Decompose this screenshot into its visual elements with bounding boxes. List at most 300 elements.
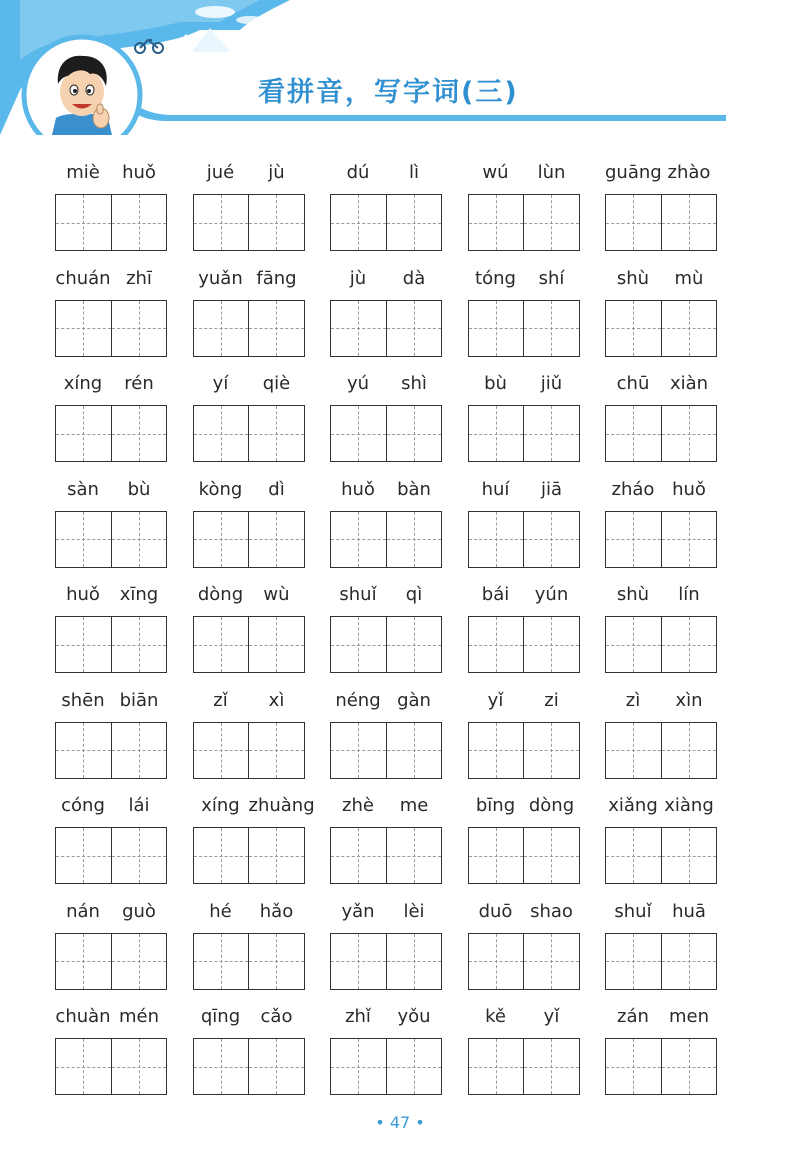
tian-grid-cell[interactable] xyxy=(111,934,167,989)
tian-grid-cell[interactable] xyxy=(469,828,524,883)
pinyin-syllable: lùn xyxy=(537,162,566,183)
tian-grid-cell[interactable] xyxy=(194,512,249,567)
writing-box[interactable] xyxy=(468,300,580,357)
tian-grid-cell[interactable] xyxy=(606,617,661,672)
pinyin-label xyxy=(55,162,167,183)
pinyin-label xyxy=(55,1006,167,1027)
pinyin-syllable: chuàn xyxy=(55,1006,111,1027)
pinyin-label xyxy=(55,690,167,711)
writing-box[interactable] xyxy=(330,300,442,357)
writing-box[interactable] xyxy=(468,405,580,462)
writing-box[interactable] xyxy=(605,300,717,357)
pinyin-syllable: xīng xyxy=(119,584,159,605)
pinyin-syllable: huǒ xyxy=(66,584,100,605)
word-item xyxy=(55,1002,167,1107)
writing-box[interactable] xyxy=(605,616,717,673)
tian-grid-cell[interactable] xyxy=(111,617,167,672)
pinyin-syllable: lái xyxy=(128,795,150,816)
pinyin-syllable: xíng xyxy=(201,795,240,816)
pinyin-syllable: shuǐ xyxy=(339,584,377,605)
writing-box[interactable] xyxy=(330,722,442,779)
writing-box[interactable] xyxy=(330,933,442,990)
writing-box[interactable] xyxy=(55,616,167,673)
pinyin-label xyxy=(468,584,580,605)
pinyin-syllable: qiè xyxy=(262,373,291,394)
word-item xyxy=(468,369,580,474)
word-item xyxy=(55,158,167,263)
pinyin-syllable: xìn xyxy=(675,689,703,711)
pinyin-syllable: miè xyxy=(66,162,100,183)
pinyin-syllable: bù xyxy=(127,478,151,500)
pinyin-syllable: rén xyxy=(124,373,154,394)
writing-box[interactable] xyxy=(330,616,442,673)
writing-box[interactable] xyxy=(55,194,167,251)
pinyin-syllable: nán xyxy=(66,900,100,922)
tian-grid-cell[interactable] xyxy=(469,723,524,778)
tian-grid-cell[interactable] xyxy=(56,512,111,567)
pinyin-syllable: shao xyxy=(530,900,573,922)
pinyin-label xyxy=(605,268,717,289)
pinyin-syllable: xì xyxy=(268,689,285,711)
word-item xyxy=(193,158,305,263)
tian-grid-cell[interactable] xyxy=(523,512,579,567)
pinyin-label xyxy=(193,268,305,289)
tian-grid-cell[interactable] xyxy=(606,301,661,356)
tian-grid-cell[interactable] xyxy=(331,195,386,250)
writing-box[interactable] xyxy=(55,511,167,568)
pinyin-syllable: tóng xyxy=(475,267,516,289)
tian-grid-cell[interactable] xyxy=(523,934,579,989)
word-item xyxy=(330,264,442,369)
pinyin-syllable: zán xyxy=(617,1006,649,1027)
tian-grid-cell[interactable] xyxy=(331,828,386,883)
pinyin-syllable: mù xyxy=(674,267,704,289)
writing-box[interactable] xyxy=(605,511,717,568)
tian-grid-cell[interactable] xyxy=(661,301,717,356)
tian-grid-cell[interactable] xyxy=(56,406,111,461)
tian-grid-cell[interactable] xyxy=(661,617,717,672)
pinyin-syllable: huǒ xyxy=(672,478,706,500)
tian-grid-cell[interactable] xyxy=(661,828,717,883)
tian-grid-cell[interactable] xyxy=(111,723,167,778)
tian-grid-cell[interactable] xyxy=(56,828,111,883)
tian-grid-cell[interactable] xyxy=(386,934,442,989)
tian-grid-cell[interactable] xyxy=(56,617,111,672)
tian-grid-cell[interactable] xyxy=(248,195,304,250)
word-item xyxy=(468,686,580,791)
tian-grid-cell[interactable] xyxy=(606,406,661,461)
pinyin-label xyxy=(330,795,442,816)
pinyin-label xyxy=(193,584,305,605)
tian-grid-cell[interactable] xyxy=(386,512,442,567)
tian-grid-cell[interactable] xyxy=(386,301,442,356)
word-item xyxy=(55,791,167,896)
pinyin-syllable: wù xyxy=(263,584,290,605)
pinyin-label xyxy=(193,373,305,394)
tian-grid-cell[interactable] xyxy=(111,828,167,883)
word-item xyxy=(55,369,167,474)
tian-grid-cell[interactable] xyxy=(386,617,442,672)
tian-grid-cell[interactable] xyxy=(661,195,717,250)
writing-box[interactable] xyxy=(605,405,717,462)
writing-box[interactable] xyxy=(193,616,305,673)
writing-box[interactable] xyxy=(193,827,305,884)
pinyin-syllable: yǒu xyxy=(397,1006,431,1027)
pinyin-label xyxy=(330,373,442,394)
tian-grid-cell[interactable] xyxy=(194,406,249,461)
tian-grid-cell[interactable] xyxy=(331,1039,386,1094)
word-item xyxy=(330,897,442,1002)
writing-box[interactable] xyxy=(468,616,580,673)
writing-box[interactable] xyxy=(193,722,305,779)
pinyin-syllable: lì xyxy=(408,162,419,183)
tian-grid-cell[interactable] xyxy=(606,1039,661,1094)
pinyin-syllable: cóng xyxy=(61,795,105,816)
tian-grid-cell[interactable] xyxy=(331,406,386,461)
word-item xyxy=(605,791,717,896)
pinyin-label xyxy=(330,162,442,183)
pinyin-syllable: huǒ xyxy=(341,478,375,500)
pinyin-syllable: xiàn xyxy=(669,373,709,394)
tian-grid-cell[interactable] xyxy=(248,617,304,672)
word-item xyxy=(468,264,580,369)
pinyin-syllable: cǎo xyxy=(260,1006,293,1027)
tian-grid-cell[interactable] xyxy=(606,828,661,883)
pinyin-label xyxy=(468,479,580,500)
word-item xyxy=(468,580,580,685)
pinyin-label xyxy=(55,584,167,605)
word-item xyxy=(193,686,305,791)
tian-grid-cell[interactable] xyxy=(386,828,442,883)
pinyin-syllable: lèi xyxy=(403,900,425,922)
pinyin-label xyxy=(605,690,717,711)
pinyin-syllable: shù xyxy=(616,584,650,605)
tian-grid-cell[interactable] xyxy=(523,1039,579,1094)
pinyin-syllable: guāng xyxy=(605,162,662,183)
tian-grid-cell[interactable] xyxy=(248,512,304,567)
word-item xyxy=(55,264,167,369)
pinyin-syllable: dà xyxy=(402,267,426,289)
word-item xyxy=(193,475,305,580)
tian-grid-cell[interactable] xyxy=(606,195,661,250)
pinyin-label xyxy=(468,268,580,289)
tian-grid-cell[interactable] xyxy=(661,1039,717,1094)
pinyin-syllable: shù xyxy=(616,267,650,289)
pinyin-syllable: xíng xyxy=(63,373,103,394)
pinyin-syllable: zì xyxy=(625,689,641,711)
tian-grid-cell[interactable] xyxy=(469,301,524,356)
pinyin-syllable: qì xyxy=(405,584,423,605)
tian-grid-cell[interactable] xyxy=(469,195,524,250)
pinyin-syllable: yí xyxy=(212,373,229,394)
word-item xyxy=(605,1002,717,1107)
tian-grid-cell[interactable] xyxy=(523,195,579,250)
word-item xyxy=(330,580,442,685)
writing-box[interactable] xyxy=(193,405,305,462)
pinyin-label xyxy=(193,1006,305,1027)
pinyin-syllable: mén xyxy=(118,1006,160,1027)
writing-box[interactable] xyxy=(605,933,717,990)
tian-grid-cell[interactable] xyxy=(469,934,524,989)
tian-grid-cell[interactable] xyxy=(661,512,717,567)
writing-box[interactable] xyxy=(468,1038,580,1095)
tian-grid-cell[interactable] xyxy=(194,301,249,356)
pinyin-syllable: yǐ xyxy=(543,1006,560,1027)
writing-box[interactable] xyxy=(605,827,717,884)
writing-box[interactable] xyxy=(55,1038,167,1095)
word-item xyxy=(330,686,442,791)
page-title: 看拼音，写字词(三) xyxy=(258,77,519,108)
pinyin-syllable: zhè xyxy=(342,795,374,816)
writing-box[interactable] xyxy=(468,511,580,568)
pinyin-syllable: hǎo xyxy=(259,900,294,922)
pinyin-syllable: yuǎn xyxy=(198,267,243,289)
tian-grid-cell[interactable] xyxy=(56,723,111,778)
tian-grid-cell[interactable] xyxy=(606,723,661,778)
pinyin-syllable: zhī xyxy=(126,267,152,289)
tian-grid-cell[interactable] xyxy=(469,1039,524,1094)
tian-grid-cell[interactable] xyxy=(56,301,111,356)
word-item xyxy=(55,475,167,580)
pinyin-syllable: shēn xyxy=(61,689,105,711)
pinyin-syllable: dòng xyxy=(197,584,244,605)
pinyin-syllable: sàn xyxy=(67,478,99,500)
pinyin-label xyxy=(468,795,580,816)
writing-box[interactable] xyxy=(330,405,442,462)
writing-box[interactable] xyxy=(605,194,717,251)
tian-grid-cell[interactable] xyxy=(523,617,579,672)
pinyin-label xyxy=(193,901,305,922)
pinyin-syllable: xiǎng xyxy=(608,795,658,816)
tian-grid-cell[interactable] xyxy=(386,1039,442,1094)
pinyin-syllable: jiǔ xyxy=(540,373,563,394)
tian-grid-cell[interactable] xyxy=(194,617,249,672)
tian-grid-cell[interactable] xyxy=(111,195,167,250)
pinyin-label xyxy=(330,690,442,711)
writing-box[interactable] xyxy=(193,194,305,251)
pinyin-label xyxy=(55,268,167,289)
writing-box[interactable] xyxy=(193,300,305,357)
tian-grid-cell[interactable] xyxy=(523,723,579,778)
writing-box[interactable] xyxy=(193,933,305,990)
pinyin-syllable: huā xyxy=(672,900,706,922)
word-item xyxy=(193,580,305,685)
tian-grid-cell[interactable] xyxy=(194,195,249,250)
pinyin-label xyxy=(468,373,580,394)
pinyin-syllable: bái xyxy=(481,584,510,605)
pinyin-syllable: dòng xyxy=(528,795,575,816)
word-item xyxy=(330,1002,442,1107)
pinyin-syllable: jué xyxy=(206,162,235,183)
tian-grid-cell[interactable] xyxy=(606,934,661,989)
word-item xyxy=(605,475,717,580)
pinyin-syllable: zhuàng xyxy=(248,795,315,816)
pinyin-label xyxy=(605,1006,717,1027)
tian-grid-cell[interactable] xyxy=(523,301,579,356)
pinyin-syllable: fāng xyxy=(256,267,297,289)
pinyin-label xyxy=(330,479,442,500)
tian-grid-cell[interactable] xyxy=(248,828,304,883)
writing-box[interactable] xyxy=(193,1038,305,1095)
tian-grid-cell[interactable] xyxy=(331,617,386,672)
pinyin-syllable: bīng xyxy=(475,795,516,816)
pinyin-label xyxy=(330,1006,442,1027)
tian-grid-cell[interactable] xyxy=(469,406,524,461)
writing-box[interactable] xyxy=(468,827,580,884)
tian-grid-cell[interactable] xyxy=(248,723,304,778)
pinyin-label xyxy=(468,162,580,183)
pinyin-syllable: yún xyxy=(534,584,569,605)
tian-grid-cell[interactable] xyxy=(56,934,111,989)
word-item xyxy=(330,369,442,474)
pinyin-syllable: yǎn xyxy=(341,900,375,922)
tian-grid-cell[interactable] xyxy=(386,723,442,778)
word-item xyxy=(468,897,580,1002)
writing-box[interactable] xyxy=(330,827,442,884)
writing-box[interactable] xyxy=(193,511,305,568)
pinyin-syllable: jù xyxy=(268,162,285,183)
tian-grid-cell[interactable] xyxy=(194,934,249,989)
pinyin-syllable: guò xyxy=(122,900,156,922)
pinyin-label xyxy=(605,901,717,922)
word-item xyxy=(605,686,717,791)
pinyin-label xyxy=(55,373,167,394)
writing-box[interactable] xyxy=(55,300,167,357)
tian-grid-cell[interactable] xyxy=(331,934,386,989)
header-banner xyxy=(0,0,800,135)
pinyin-syllable: bù xyxy=(484,373,507,394)
word-item xyxy=(605,369,717,474)
tian-grid-cell[interactable] xyxy=(331,512,386,567)
word-item xyxy=(193,369,305,474)
pinyin-syllable: wú xyxy=(482,162,509,183)
tian-grid-cell[interactable] xyxy=(661,723,717,778)
tian-grid-cell[interactable] xyxy=(194,1039,249,1094)
tian-grid-cell[interactable] xyxy=(248,301,304,356)
pinyin-syllable: huǒ xyxy=(122,162,156,183)
pinyin-syllable: qīng xyxy=(200,1006,241,1027)
pinyin-syllable: me xyxy=(399,795,429,816)
pinyin-label xyxy=(605,795,717,816)
pinyin-syllable: shì xyxy=(401,373,427,394)
tian-grid-cell[interactable] xyxy=(56,195,111,250)
writing-box[interactable] xyxy=(330,511,442,568)
writing-box[interactable] xyxy=(330,1038,442,1095)
word-item xyxy=(605,264,717,369)
tian-grid-cell[interactable] xyxy=(248,406,304,461)
pinyin-syllable: zháo xyxy=(611,478,655,500)
writing-box[interactable] xyxy=(55,722,167,779)
writing-box[interactable] xyxy=(605,1038,717,1095)
pinyin-label xyxy=(193,162,305,183)
word-grid xyxy=(55,158,717,1108)
tian-grid-cell[interactable] xyxy=(523,828,579,883)
tian-grid-cell[interactable] xyxy=(111,1039,167,1094)
pinyin-syllable: men xyxy=(668,1006,710,1027)
pinyin-syllable: jù xyxy=(349,267,367,289)
pinyin-syllable: yǐ xyxy=(487,689,504,711)
pinyin-label xyxy=(605,584,717,605)
pinyin-label xyxy=(193,795,315,816)
pinyin-label xyxy=(330,584,442,605)
word-item xyxy=(468,158,580,263)
word-item xyxy=(193,264,305,369)
pinyin-label xyxy=(468,690,580,711)
word-item xyxy=(55,897,167,1002)
pinyin-syllable: chuán xyxy=(55,267,111,289)
tian-grid-cell[interactable] xyxy=(386,195,442,250)
tian-grid-cell[interactable] xyxy=(248,934,304,989)
tian-grid-cell[interactable] xyxy=(194,828,249,883)
pinyin-syllable: yú xyxy=(346,373,370,394)
pinyin-syllable: kòng xyxy=(198,478,243,500)
tian-grid-cell[interactable] xyxy=(248,1039,304,1094)
pinyin-syllable: hé xyxy=(209,900,232,922)
word-item xyxy=(468,475,580,580)
tian-grid-cell[interactable] xyxy=(386,406,442,461)
pinyin-syllable: chū xyxy=(616,373,650,394)
word-item xyxy=(193,1002,305,1107)
writing-box[interactable] xyxy=(55,405,167,462)
word-item xyxy=(330,475,442,580)
pinyin-label xyxy=(468,901,580,922)
tian-grid-cell[interactable] xyxy=(111,406,167,461)
writing-box[interactable] xyxy=(468,722,580,779)
tian-grid-cell[interactable] xyxy=(661,406,717,461)
boy-mascot-icon xyxy=(52,56,112,135)
word-item xyxy=(468,1002,580,1107)
tian-grid-cell[interactable] xyxy=(661,934,717,989)
pinyin-label xyxy=(193,479,305,500)
tian-grid-cell[interactable] xyxy=(606,512,661,567)
pinyin-label xyxy=(605,162,717,183)
word-item xyxy=(193,791,315,896)
tian-grid-cell[interactable] xyxy=(111,301,167,356)
word-item xyxy=(193,897,305,1002)
tian-grid-cell[interactable] xyxy=(111,512,167,567)
tian-grid-cell[interactable] xyxy=(469,617,524,672)
pinyin-syllable: zǐ xyxy=(213,689,228,711)
word-item xyxy=(468,791,580,896)
tian-grid-cell[interactable] xyxy=(469,512,524,567)
tian-grid-cell[interactable] xyxy=(523,406,579,461)
word-item xyxy=(605,580,717,685)
pinyin-syllable: bàn xyxy=(397,478,431,500)
pinyin-label xyxy=(605,479,717,500)
writing-box[interactable] xyxy=(330,194,442,251)
writing-box[interactable] xyxy=(468,933,580,990)
pinyin-syllable: gàn xyxy=(397,689,431,711)
writing-box[interactable] xyxy=(605,722,717,779)
writing-box[interactable] xyxy=(55,933,167,990)
pinyin-label xyxy=(468,1006,580,1027)
word-item xyxy=(55,580,167,685)
tian-grid-cell[interactable] xyxy=(331,301,386,356)
pinyin-label xyxy=(330,268,442,289)
page-number: • 47 • xyxy=(375,1113,425,1132)
tian-grid-cell[interactable] xyxy=(194,723,249,778)
pinyin-syllable: zhào xyxy=(667,162,711,183)
pinyin-label xyxy=(55,795,167,816)
tian-grid-cell[interactable] xyxy=(331,723,386,778)
pinyin-syllable: huí xyxy=(481,478,510,500)
tian-grid-cell[interactable] xyxy=(56,1039,111,1094)
pinyin-label xyxy=(193,690,305,711)
writing-box[interactable] xyxy=(55,827,167,884)
pinyin-label xyxy=(605,373,717,394)
pinyin-syllable: biān xyxy=(119,689,159,711)
writing-box[interactable] xyxy=(468,194,580,251)
